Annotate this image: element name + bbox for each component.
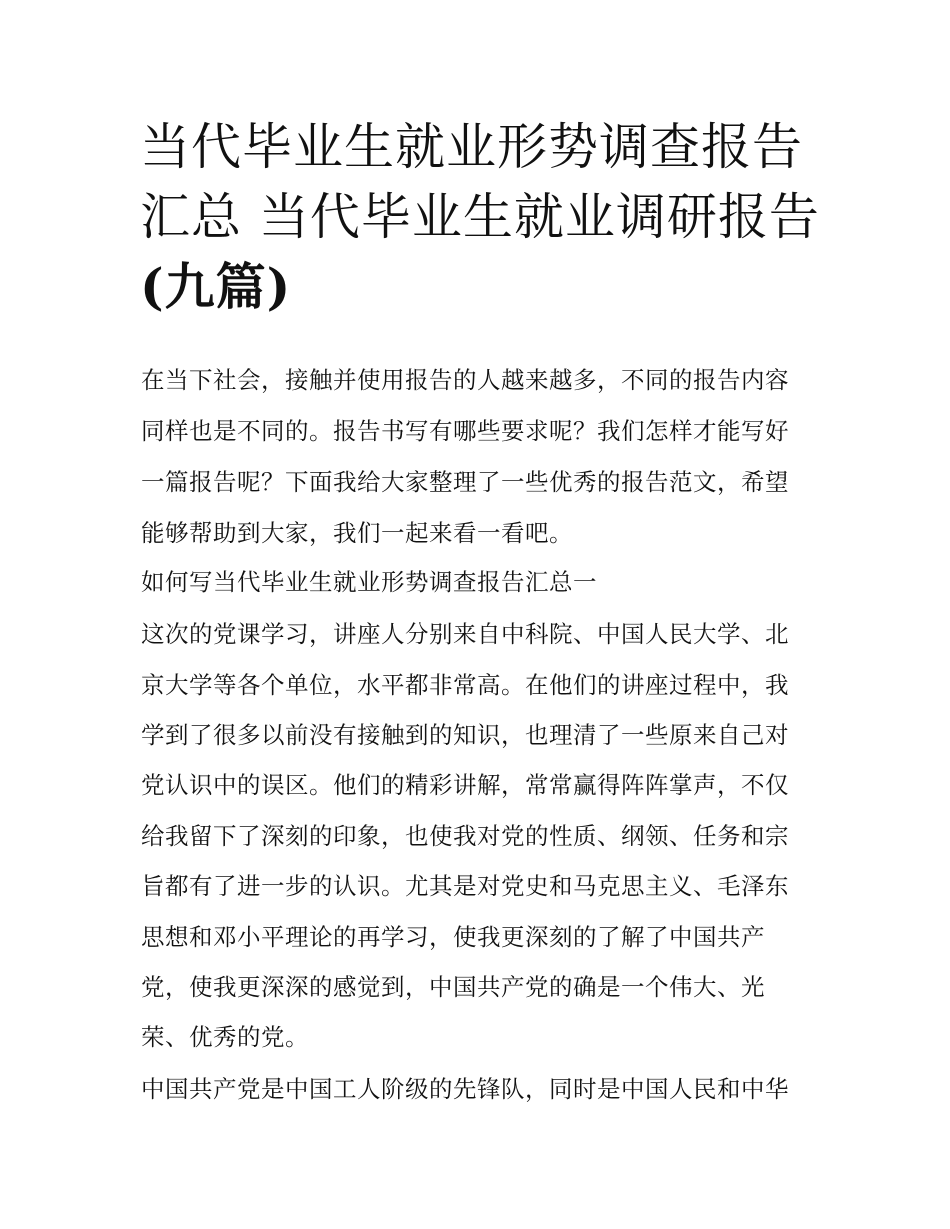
paragraph-line-2: 京大学等各个单位，水平都非常高。在他们的讲座过程中，我 <box>141 671 789 699</box>
document-title <box>140 112 820 322</box>
title-line-2: 汇总 当代毕业生就业调研报告 <box>140 188 820 246</box>
intro-line-4: 能够帮助到大家，我们一起来看一看吧。 <box>141 519 573 547</box>
section-heading: 如何写当代毕业生就业形势调查报告汇总一 <box>141 568 597 596</box>
intro-line-2: 同样也是不同的。报告书写有哪些要求呢？我们怎样才能写好 <box>141 417 789 445</box>
intro-line-3: 一篇报告呢？下面我给大家整理了一些优秀的报告范文，希望 <box>141 468 789 496</box>
paragraph-line-1: 这次的党课学习，讲座人分别来自中科院、中国人民大学、北 <box>141 620 789 648</box>
paragraph-line-3: 学到了很多以前没有接触到的知识，也理清了一些原来自己对 <box>141 721 789 749</box>
paragraph-line-5: 给我留下了深刻的印象，也使我对党的性质、纲领、任务和宗 <box>141 822 789 850</box>
title-line-3: (九篇) <box>140 257 292 316</box>
paragraph-line-7: 思想和邓小平理论的再学习，使我更深刻的了解了中国共产 <box>141 923 765 951</box>
intro-line-1: 在当下社会，接触并使用报告的人越来越多，不同的报告内容 <box>141 366 789 394</box>
paragraph-line-8: 党，使我更深深的感觉到，中国共产党的确是一个伟大、光 <box>141 973 765 1001</box>
paragraph-line-9: 荣、优秀的党。 <box>141 1023 309 1051</box>
paragraph-line-6: 旨都有了进一步的认识。尤其是对党史和马克思主义、毛泽东 <box>141 872 789 900</box>
paragraph-line-4: 党认识中的误区。他们的精彩讲解，常常赢得阵阵掌声，不仅 <box>141 771 789 799</box>
paragraph2-line-1: 中国共产党是中国工人阶级的先锋队，同时是中国人民和中华 <box>141 1075 789 1103</box>
title-line-1: 当代毕业生就业形势调查报告 <box>140 118 803 176</box>
